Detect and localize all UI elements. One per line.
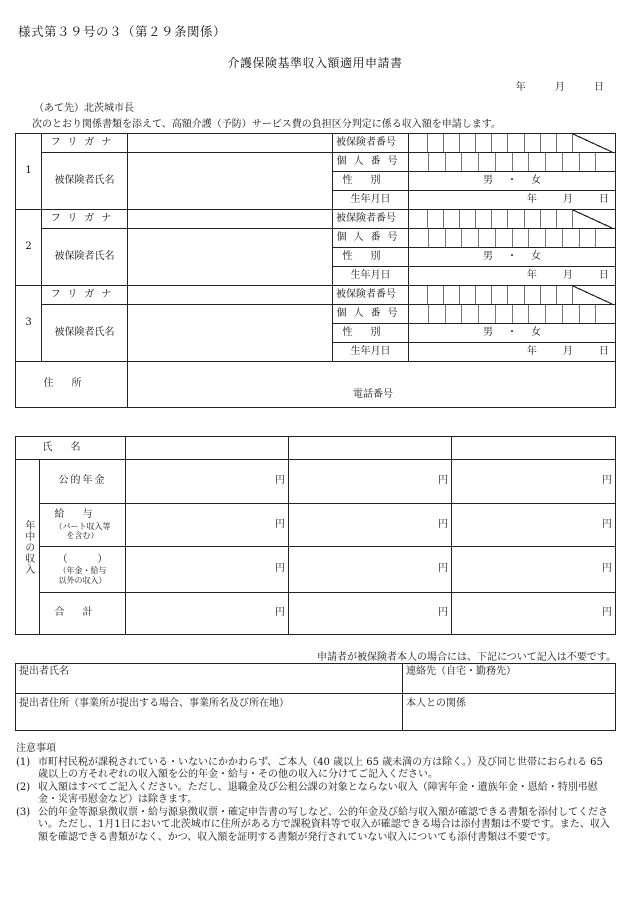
gender-field[interactable] [409,172,616,191]
notes-heading: 注意事項 [16,743,56,754]
income-amount-field[interactable] [126,504,289,547]
gender-field[interactable] [409,324,616,343]
yen-unit: 円 [602,518,612,530]
furigana-field[interactable] [128,210,333,229]
gender-field[interactable] [409,248,616,267]
insured-name-field[interactable] [128,305,333,362]
note-number: (1) [16,756,31,768]
insured-name-label: 被保険者氏名 [42,153,128,210]
income-row [16,547,616,593]
insured-row [16,153,616,172]
income-table [15,436,616,635]
yen-unit: 円 [275,518,285,530]
date-year-label: 年 [515,82,526,93]
person-number: 3 [16,286,42,362]
submitter-contact-field[interactable] [403,664,616,694]
insured-row [16,210,616,229]
gender-separator: ・ [507,174,517,186]
gender-separator: ・ [507,326,517,338]
insured-row [16,286,616,305]
insured-row [16,229,616,248]
personal-number-field[interactable] [409,229,616,248]
personal-number-field[interactable] [409,305,616,324]
income-row [16,504,616,547]
furigana-label: フリガナ [42,286,128,305]
insured-number-label: 被保険者番号 [333,210,409,229]
gender-male[interactable]: 男 [483,174,493,186]
furigana-field[interactable] [128,134,333,153]
furigana-label: フリガナ [42,134,128,153]
form-number: 様式第３９号の３（第２９条関係） [18,24,227,39]
submitter-note: 申請者が被保険者本人の場合には、下記について記入は不要です。 [317,652,616,663]
notes-section [16,743,616,844]
income-name-field[interactable] [452,437,616,460]
income-amount-field[interactable] [126,460,289,504]
income-amount-field[interactable] [452,504,616,547]
gender-separator: ・ [507,250,517,262]
gender-female[interactable]: 女 [531,174,541,186]
gender-label: 性別 [333,324,409,343]
submitter-name-label: 提出者氏名 [19,666,69,677]
person-number: 1 [16,134,42,210]
yen-unit: 円 [438,607,448,619]
insured-name-label: 被保険者氏名 [42,305,128,362]
submitter-name-field[interactable] [16,664,403,694]
note-item [16,757,616,782]
income-type-label: 合計 [40,593,126,635]
income-amount-field[interactable] [289,460,452,504]
insured-number-field[interactable] [409,134,616,153]
insured-number-field[interactable] [409,286,616,305]
income-amount-field[interactable] [289,504,452,547]
personal-number-label: 個人番号 [333,153,409,172]
income-row [16,593,616,635]
insured-row [16,134,616,153]
income-amount-field[interactable] [452,460,616,504]
insured-name-field[interactable] [128,153,333,210]
gender-label: 性別 [333,172,409,191]
yen-unit: 円 [275,607,285,619]
intro-text: 次のとおり関係書類を添えて、高額介護（予防）サービス費の負担区分判定に係る収入額を申請します。 [32,119,501,130]
address-field[interactable] [128,362,616,408]
gender-female[interactable]: 女 [531,326,541,338]
yen-unit: 円 [438,563,448,575]
person-number: 2 [16,210,42,286]
yen-unit: 円 [602,607,612,619]
income-type-label: 給与 （パート収入等 を含む） [40,504,126,547]
note-item [16,782,616,807]
birthdate-label: 生年月日 [333,267,409,286]
yen-unit: 円 [438,475,448,487]
gender-female[interactable]: 女 [531,250,541,262]
income-amount-field[interactable] [126,593,289,635]
submitter-relation-label: 本人との関係 [406,698,466,709]
yen-unit: 円 [275,475,285,487]
submitter-address-field[interactable] [16,694,403,731]
phone-label: 電話番号 [353,388,393,400]
address-label: 住所 [16,362,128,408]
insured-number-field[interactable] [409,210,616,229]
date-month-label: 月 [554,82,565,93]
note-number: (2) [16,781,31,793]
income-type-label: 公的年金 [40,460,126,504]
submitter-relation-field[interactable] [403,694,616,731]
application-date [490,82,604,95]
income-amount-field[interactable] [289,593,452,635]
income-name-row [16,437,616,460]
insured-name-field[interactable] [128,229,333,286]
income-amount-field[interactable] [452,547,616,593]
birthdate-label: 生年月日 [333,343,409,362]
note-text: 市町村民税が課税されている・いないにかかわらず、ご本人（40 歳以上 65 歳未満の方は除く。）及び同じ世帯におられる 65 歳以上の方それぞれの収入額を公的年金・給与・その他の収入に分けてご記入ください。 [38,756,603,780]
insured-name-label: 被保険者氏名 [42,229,128,286]
gender-label: 性別 [333,248,409,267]
furigana-label: フリガナ [42,210,128,229]
birthdate-field[interactable]: 年 月 日 [409,343,616,362]
insured-row [16,305,616,324]
birthdate-field[interactable]: 年 月 日 [409,191,616,210]
gender-male[interactable]: 男 [483,250,493,262]
income-type-label: （ ） （年金・給与 以外の収入） [40,547,126,593]
note-item [16,807,616,845]
submitter-address-label: 提出者住所（事業所が提出する場合、事業所名及び所在地） [19,698,289,709]
personal-number-field[interactable] [409,153,616,172]
yen-unit: 円 [275,563,285,575]
income-side-label: 年中の収入 [16,460,40,635]
note-number: (3) [16,806,31,818]
income-amount-field[interactable] [126,547,289,593]
page-title: 介護保険基準収入額適用申請書 [227,56,403,70]
address-row [16,362,616,408]
income-name-field[interactable] [126,437,289,460]
submitter-table [15,663,616,731]
insured-number-label: 被保険者番号 [333,134,409,153]
note-text: 収入額はすべてご記入ください。ただし、退職金及び公租公課の対象とならない収入（障害年金・遺族年金・恩給・特別弔慰金・災害弔慰金など）は除きます。 [38,781,598,805]
note-text: 公的年金等源泉徴収票・給与源泉徴収票・確定申告書の写しなど、公的年金及び給与収入額が確認できる書類を添付してください。ただし、1月1日において北茨城市に住所がある方で課税資料等で収入が確認できる場合は添付書類は不要です。また、収入額を確認できる書類がなく、かつ、収入額を証明する書類が発行されていない収入についても添付書類は不要です。 [38,806,610,843]
gender-male[interactable]: 男 [483,326,493,338]
income-row [16,460,616,504]
insured-persons-table [15,133,616,408]
income-amount-field[interactable] [452,593,616,635]
birthdate-label: 生年月日 [333,191,409,210]
income-amount-field[interactable] [289,547,452,593]
yen-unit: 円 [438,518,448,530]
addressee: （あて先）北茨城市長 [34,103,134,114]
personal-number-label: 個人番号 [333,229,409,248]
submitter-contact-label: 連絡先（自宅・勤務先） [406,666,516,677]
yen-unit: 円 [602,475,612,487]
furigana-field[interactable] [128,286,333,305]
insured-number-label: 被保険者番号 [333,286,409,305]
income-name-field[interactable] [289,437,452,460]
income-name-label: 氏名 [16,437,126,460]
yen-unit: 円 [602,563,612,575]
date-day-label: 日 [594,82,604,93]
personal-number-label: 個人番号 [333,305,409,324]
birthdate-field[interactable]: 年 月 日 [409,267,616,286]
